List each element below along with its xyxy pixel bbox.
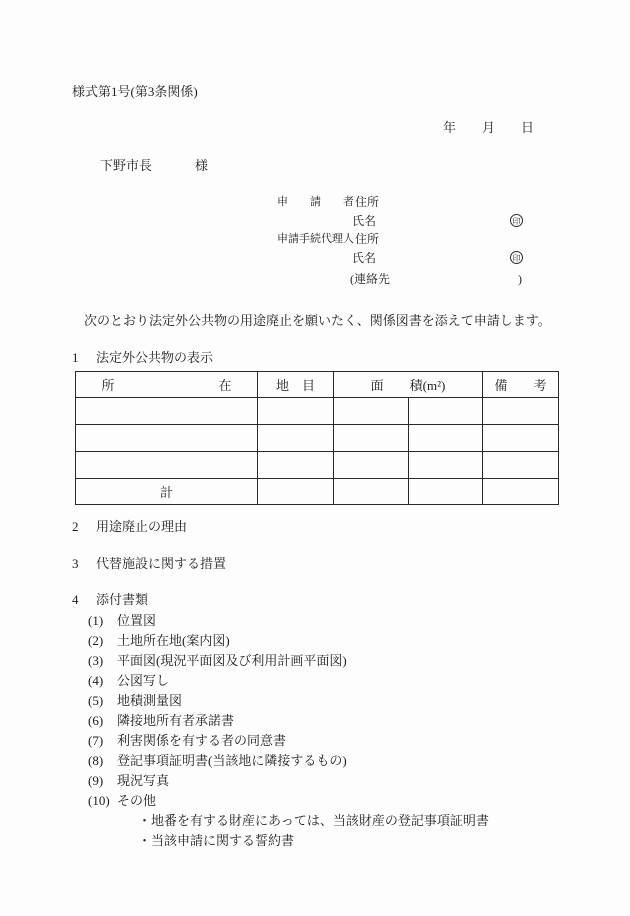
attachment-note: ・地番を有する財産にあっては、当該財産の登記事項証明書 — [138, 813, 489, 828]
section-title: 代替施設に関する措置 — [96, 556, 227, 571]
attachment-item-label: 土地所在地(案内図) — [117, 633, 230, 648]
attachment-item — [88, 653, 347, 669]
cell-area-1 — [334, 479, 409, 505]
cell-category — [258, 479, 334, 505]
date-line: 年 月 日 — [443, 120, 535, 135]
cell-remarks — [483, 425, 559, 452]
section-heading-2 — [72, 519, 187, 535]
section-title: 添付書類 — [96, 592, 149, 607]
attachment-item-number: (7) — [88, 733, 104, 748]
attachment-item — [88, 773, 169, 789]
seal-icon: 印 — [510, 251, 523, 264]
cell-remarks — [483, 479, 559, 505]
name-label: 氏名 — [352, 251, 377, 265]
applicant-name-row — [352, 214, 376, 228]
attachment-item — [88, 753, 347, 769]
cell-remarks — [483, 452, 559, 479]
attachment-item-label: 利害関係を有する者の同意書 — [117, 733, 287, 748]
attachment-item-label: 登記事項証明書(当該地に隣接するもの) — [117, 753, 347, 768]
attachment-item — [88, 693, 182, 709]
agent-address-row — [277, 232, 379, 246]
cell-location — [76, 425, 258, 452]
cell-category — [258, 452, 334, 479]
attachment-item-number: (6) — [88, 713, 104, 728]
contact-close-paren: ) — [518, 272, 522, 286]
attachment-item-label: 地積測量図 — [117, 693, 183, 708]
table-row — [76, 452, 559, 479]
header-category: 地 目 — [258, 372, 334, 398]
attachment-item-number: (4) — [88, 673, 104, 688]
applicant-label: 申 請 者 — [277, 196, 354, 209]
attachment-item-number: (8) — [88, 753, 104, 768]
header-remarks: 備 考 — [483, 372, 559, 398]
properties-table — [75, 371, 559, 505]
attachment-item-label: その他 — [117, 793, 157, 808]
section-number: 3 — [72, 556, 79, 571]
section-title: 用途廃止の理由 — [96, 519, 188, 534]
cell-area-2 — [409, 398, 483, 425]
applicant-address-row — [277, 195, 379, 209]
table-header-row — [76, 372, 559, 398]
total-label: 計 — [76, 479, 258, 505]
attachment-item-number: (5) — [88, 693, 104, 708]
cell-category — [258, 425, 334, 452]
attachment-item — [88, 613, 156, 629]
section-number: 1 — [72, 350, 79, 365]
table-row — [76, 425, 559, 452]
attachment-item-label: 位置図 — [117, 613, 157, 628]
attachment-item — [88, 793, 156, 809]
cell-area-2 — [409, 425, 483, 452]
attachment-item-number: (10) — [88, 793, 110, 808]
addressee-honorific: 様 — [195, 158, 209, 173]
address-label: 住所 — [355, 195, 380, 209]
cell-area-2 — [409, 479, 483, 505]
attachment-item — [88, 633, 230, 649]
attachment-item-number: (1) — [88, 613, 104, 628]
address-label: 住所 — [355, 232, 380, 246]
attachment-note: ・当該申請に関する誓約書 — [138, 833, 295, 848]
section-heading-4 — [72, 592, 148, 608]
agent-label: 申請手続代理人 — [277, 233, 354, 246]
attachment-item — [88, 713, 234, 729]
attachment-item — [88, 733, 286, 749]
table-row — [76, 398, 559, 425]
attachment-item-label: 現況写真 — [117, 773, 170, 788]
section-number: 2 — [72, 519, 79, 534]
addressee-title: 下野市長 — [100, 158, 153, 173]
agent-name-row — [352, 251, 376, 265]
cell-area-1 — [334, 452, 409, 479]
attachment-item-number: (9) — [88, 773, 104, 788]
cell-remarks — [483, 398, 559, 425]
attachment-item-label: 平面図(現況平面図及び利用計画平面図) — [117, 653, 347, 668]
intro-text: 次のとおり法定外公共物の用途廃止を願いたく、関係図書を添えて申請します。 — [84, 313, 551, 328]
cell-area-2 — [409, 452, 483, 479]
header-area: 面 積(m²) — [334, 372, 483, 398]
section-heading-1 — [72, 350, 213, 366]
contact-label: (連絡先 — [350, 272, 390, 286]
attachment-item-label: 公図写し — [117, 673, 170, 688]
section-number: 4 — [72, 592, 79, 607]
header-location: 所 在 — [76, 372, 258, 398]
attachment-item-number: (2) — [88, 633, 104, 648]
name-label: 氏名 — [352, 214, 377, 228]
cell-area-1 — [334, 398, 409, 425]
section-title: 法定外公共物の表示 — [96, 350, 214, 365]
cell-location — [76, 452, 258, 479]
cell-location — [76, 398, 258, 425]
table-total-row — [76, 479, 559, 505]
section-heading-3 — [72, 556, 226, 572]
form-number: 様式第1号(第3条関係) — [72, 84, 198, 99]
attachment-item-number: (3) — [88, 653, 104, 668]
cell-area-1 — [334, 425, 409, 452]
seal-icon: 印 — [510, 214, 523, 227]
attachment-item — [88, 673, 169, 689]
cell-category — [258, 398, 334, 425]
attachment-item-label: 隣接地所有者承諾書 — [117, 713, 235, 728]
